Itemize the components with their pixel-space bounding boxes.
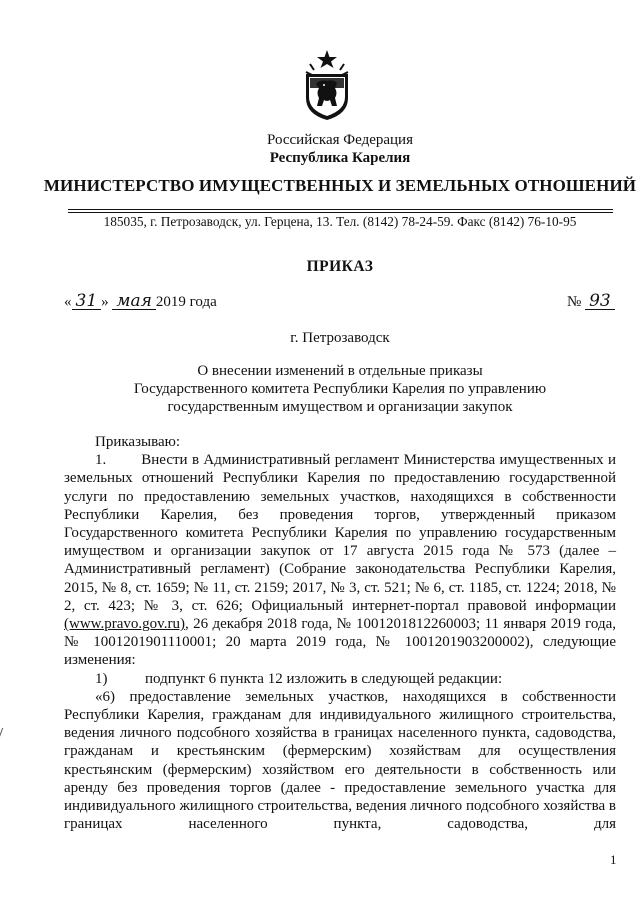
pravo-link[interactable]: (www.pravo.gov.ru) <box>64 616 185 633</box>
ministry-name: МИНИСТЕРСТВО ИМУЩЕСТВЕННЫХ И ЗЕМЕЛЬНЫХ ОТНОШЕНИЙ <box>43 176 637 195</box>
order-city: г. Петрозаводск <box>290 330 390 346</box>
order-date <box>64 293 217 311</box>
date-month-handwritten: мая <box>112 293 156 310</box>
order-title <box>88 362 592 416</box>
karelia-coat-of-arms-icon <box>300 48 354 122</box>
subclause-1: 1) подпункт 6 пункта 12 изложить в следующей редакции: <box>95 670 503 687</box>
date-quote-open: « <box>64 294 72 310</box>
header-divider-thin <box>68 212 613 213</box>
ministry-address: 185035, г. Петрозаводск, ул. Герцена, 13. Тел. (8142) 78-24-59. Факс (8142) 76-10-95 <box>103 214 577 229</box>
header-divider <box>68 209 613 210</box>
order-title-line: государственным имуществом и организации закупок <box>167 399 513 415</box>
order-title-line: О внесении изменений в отдельные приказы <box>197 363 483 379</box>
order-body <box>64 433 616 833</box>
republic-line: Республика Карелия <box>269 150 411 166</box>
order-number-label: № <box>567 294 582 310</box>
quoted-text: «6) предоставление земельных участков, находящихся в собственности Республики Карелия, гражданам для индивидуального жилищного строительства, ведения личного подсобного хозяйства в границах населенного пункта, садоводства, гражданам и крестьянским (фермерским) хозяйствам для осуществления крестьянским (фермерским) хозяйством его деятельности в собственность или аренду без проведения торгов (далее - предоставление земельного участка для индивидуального жилищного строительства, ведения личного подсобного хозяйства в границах населенного пункта, садоводства, для <box>64 688 616 833</box>
opening-word: Приказываю: <box>95 434 180 450</box>
paragraph-1-text-end: , 26 декабря 2018 года, № 1001201812260003; 11 января 2019 года, № 1001201901110001; 20 марта 2019 года, № 1001201903200002), следующие изменения: <box>64 616 616 669</box>
paragraph-1 <box>64 451 616 669</box>
date-year: 2019 года <box>155 294 217 310</box>
date-quote-close: » <box>101 294 109 310</box>
order-title-line: Государственного комитета Республики Карелия по управлению <box>133 381 547 397</box>
date-day-handwritten: 31 <box>72 293 102 310</box>
order-number-handwritten: 93 <box>585 293 615 310</box>
scan-edge-mark <box>0 728 9 740</box>
document-type-heading: ПРИКАЗ <box>306 258 374 275</box>
order-number <box>567 293 615 311</box>
page-number: 1 <box>610 852 617 867</box>
federation-line: Российская Федерация <box>267 132 413 148</box>
paragraph-1-text: 1. Внести в Административный регламент Министерства имущественных и земельных отношений Республики Карелия по предоставлению государственной услуги по предоставлению земельных участков, находящихся в собственности Республики Карелия, без проведения торгов, утвержденный приказом Государственного комитета Республики Карелия по управлению государственным имуществом и организации закупок от 17 августа 2015 года № 573 (далее – Административный регламент) (Собрание законодательства Республики Карелия, 2015, № 8, ст. 1659; № 11, ст. 2159; 2017, № 3, ст. 521; № 6, ст. 1185, ст. 1224; 2018, № 2, ст. 423; № 3, ст. 626; Официальный интернет-портал правовой информации <box>64 452 616 614</box>
